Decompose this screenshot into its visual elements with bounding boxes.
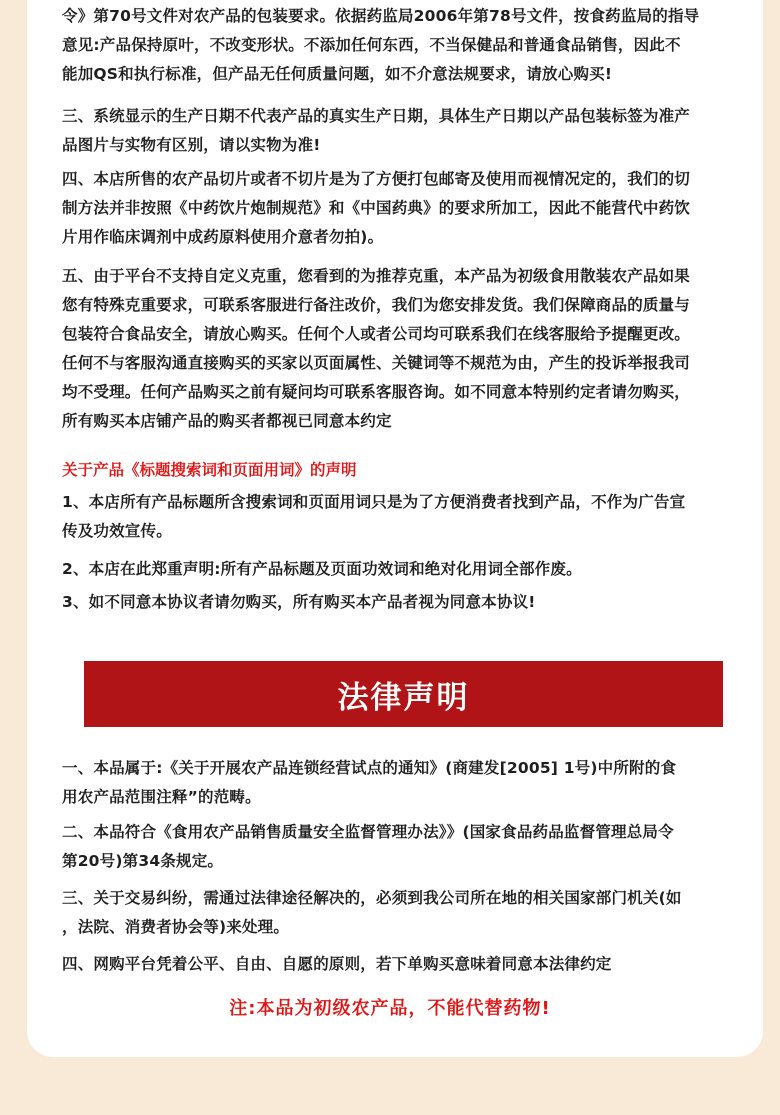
keywords-declaration-heading: 关于产品《标题搜索词和页面用词》的声明 xyxy=(62,461,357,479)
paragraph-slicing xyxy=(62,165,746,252)
paragraph-packaging-requirements xyxy=(62,2,746,89)
text-line: 所有购买本店铺产品的购买者都视已同意本约定 xyxy=(62,412,392,430)
text-line: 传及功效宣传。 xyxy=(62,522,172,540)
text-line: 五、由于平台不支持自定义克重，您看到的为推荐克重，本产品为初级食用散装农产品如果 xyxy=(62,267,691,285)
text-line: 1、本店所有产品标题所含搜索词和页面用词只是为了方便消费者找到产品，不作为广告宣 xyxy=(62,493,686,511)
text-line: 制方法并非按照《中药饮片炮制规范》和《中国药典》的要求所加工，因此不能营代中药饮 xyxy=(62,199,691,217)
text-line: 第20号)第34条规定。 xyxy=(62,852,224,870)
text-line: 四、本店所售的农产品切片或者不切片是为了方便打包邮寄及使用而视情况定的，我们的切 xyxy=(62,170,691,188)
text-line: 包装符合食品安全，请放心购买。任何个人或者公司均可联系我们在线客服给予提醒更改。 xyxy=(62,325,691,343)
paragraph-weight xyxy=(62,262,746,436)
text-line: 均不受理。任何产品购买之前有疑问均可联系客服咨询。如不同意本特别约定者请勿购买， xyxy=(62,383,691,401)
text-line: 您有特殊克重要求，可联系客服进行备注改价，我们为您安排发货。我们保障商品的质量与 xyxy=(62,296,691,314)
text-line: 品图片与实物有区别，请以实物为准! xyxy=(62,136,321,154)
text-line: 用农产品范围注释”的范畴。 xyxy=(62,788,261,806)
paragraph-legal-1 xyxy=(62,754,746,812)
text-line: 一、本品属于:《关于开展农产品连锁经营试点的通知》(商建发[2005] 1号)中所附的食 xyxy=(62,759,677,777)
text-line: 四、网购平台凭着公平、自由、自愿的原则，若下单购买意味着同意本法律约定 xyxy=(62,955,612,973)
text-line: 任何不与客服沟通直接购买的买家以页面属性、关键词等不规范为由，产生的投诉举报我司 xyxy=(62,354,691,372)
text-line: 3、如不同意本协议者请勿购买，所有购买本产品者视为同意本协议! xyxy=(62,593,536,611)
text-line: 片用作临床调剂中成药原料使用介意者勿拍)。 xyxy=(62,228,384,246)
text-line: 三、系统显示的生产日期不代表产品的真实生产日期，具体生产日期以产品包装标签为准产 xyxy=(62,107,691,125)
text-line: 能加QS和执行标准，但产品无任何质量问题，如不介意法规要求，请放心购买! xyxy=(62,65,613,83)
text-line: ，法院、消费者协会等)来处理。 xyxy=(62,918,290,936)
text-line: 三、关于交易纠纷，需通过法律途径解决的，必须到我公司所在地的相关国家部门机关(如 xyxy=(62,889,682,907)
paragraph-keyword-3 xyxy=(62,588,746,617)
paragraph-keyword-1 xyxy=(62,488,746,546)
paragraph-legal-4 xyxy=(62,950,746,979)
text-line: 令》第70号文件对农产品的包装要求。依据药监局2006年第78号文件，按食药监局的指导 xyxy=(62,7,700,25)
paragraph-legal-3 xyxy=(62,884,746,942)
text-line: 2、本店在此郑重声明:所有产品标题及页面功效词和绝对化用词全部作废。 xyxy=(62,560,582,578)
banner-title: 法律声明 xyxy=(337,679,470,716)
text-line: 意见:产品保持原叶，不改变形状。不添加任何东西，不当保健品和普通食品销售，因此不 xyxy=(62,36,681,54)
text-line: 二、本品符合《食用农产品销售质量安全监督管理办法》》(国家食品药品监督管理总局令 xyxy=(62,823,674,841)
legal-statement-banner xyxy=(84,661,723,727)
paragraph-legal-2 xyxy=(62,818,746,876)
paragraph-keyword-2 xyxy=(62,555,746,584)
paragraph-production-date xyxy=(62,102,746,160)
agricultural-product-note: 注:本品为初级农产品，不能代替药物! xyxy=(229,998,551,1019)
